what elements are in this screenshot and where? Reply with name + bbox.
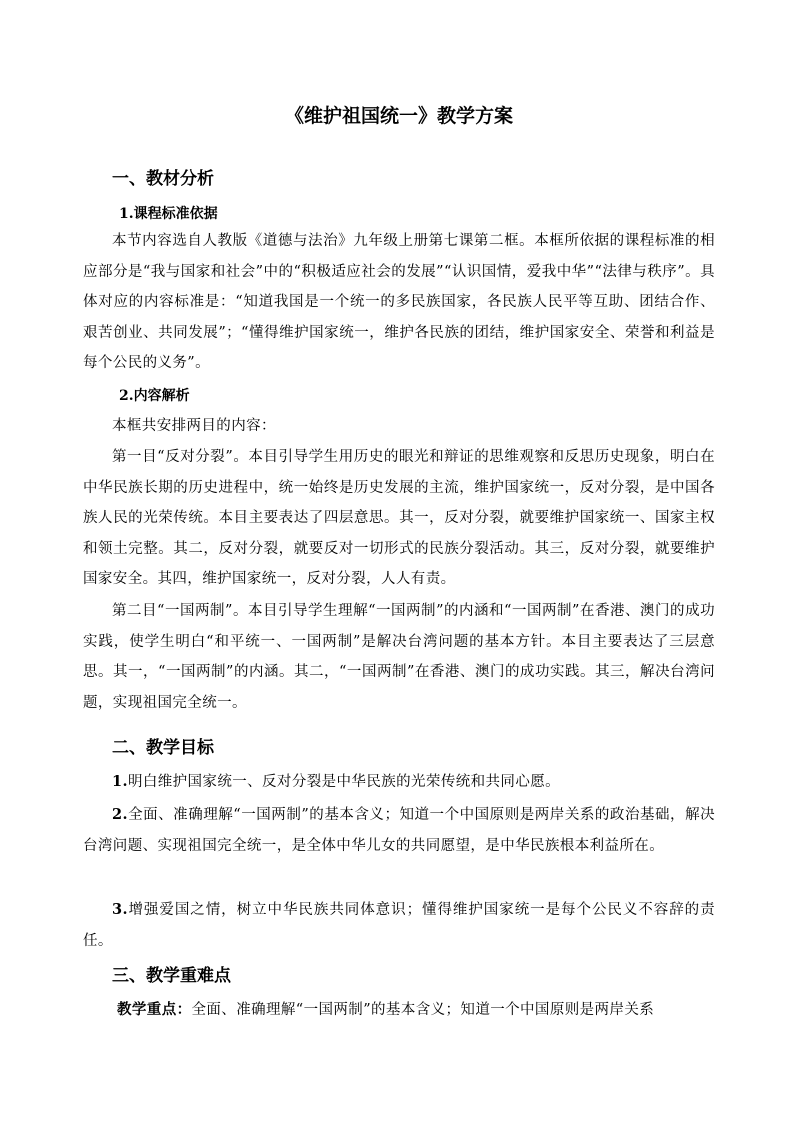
key-points-paragraph — [83, 995, 715, 1026]
objective-text-1: 明白维护国家统一、反对分裂是中华民族的光荣传统和共同心愿。 — [127, 774, 561, 790]
subsection-heading-standards: 1.课程标准依据 — [119, 206, 218, 222]
subsection-heading-content: 2.内容解析 — [119, 388, 190, 404]
objective-number-3: 3. — [112, 901, 128, 918]
document-title: 《维护祖国统一》教学方案 — [284, 105, 513, 127]
objective-item-2 — [83, 800, 715, 861]
section-heading-analysis: 一、教材分析 — [112, 169, 214, 189]
objective-item-3 — [83, 895, 715, 956]
objective-item-1 — [83, 767, 715, 798]
objective-text-3: 增强爱国之情，树立中华民族共同体意识；懂得维护国家统一是每个公民义不容辞的责任。 — [83, 902, 715, 949]
section-heading-objectives: 二、教学目标 — [112, 738, 214, 758]
objective-number-2: 2. — [112, 806, 128, 823]
paragraph-content-intro: 本框共安排两目的内容： — [112, 418, 276, 434]
paragraph-standards: 本节内容选自人教版《道德与法治》九年级上册第七课第二框。本框所依据的课程标准的相应部分是“我与国家和社会”中的“积极适应社会的发展”“认识国情，爱我中华”“法律与秩序”。具体对应的内容标准是：“知道我国是一个统一的多民族国家，各民族人民平等互助、团结合作、艰苦创业、共同发展”；“懂得维护国家统一，维护各民族的团结，维护国家安全、荣誉和利益是每个公民的义务”。 — [83, 233, 715, 372]
key-points-label: 教学重点： — [117, 1001, 192, 1018]
objective-number-1: 1. — [112, 773, 128, 790]
key-points-text: 全面、准确理解“一国两制”的基本含义；知道一个中国原则是两岸关系 — [191, 1002, 655, 1018]
section-heading-key-points: 三、教学重难点 — [112, 966, 231, 986]
paragraph-content-second: 第二目“一国两制”。本目引导学生理解“一国两制”的内涵和“一国两制”在香港、澳门的成功实践，使学生明白“和平统一、一国两制”是解决台湾问题的基本方针。本目主要表达了三层意思。其一，“一国两制”的内涵。其二，“一国两制”在香港、澳门的成功实践。其三，解决台湾问题，实现祖国完全统一。 — [83, 603, 715, 711]
paragraph-content-first: 第一目“反对分裂”。本目引导学生用历史的眼光和辩证的思维观察和反思历史现象，明白在中华民族长期的历史进程中，统一始终是历史发展的主流，维护国家统一，反对分裂，是中国各族人民的光荣传统。本目主要表达了四层意思。其一，反对分裂，就要维护国家统一、国家主权和领土完整。其二，反对分裂，就要反对一切形式的民族分裂活动。其三，反对分裂，就要维护国家安全。其四，维护国家统一，反对分裂，人人有责。 — [83, 449, 715, 588]
objective-text-2: 全面、准确理解“一国两制”的基本含义；知道一个中国原则是两岸关系的政治基础，解决台湾问题、实现祖国完全统一，是全体中华儿女的共同愿望，是中华民族根本利益所在。 — [83, 807, 715, 854]
